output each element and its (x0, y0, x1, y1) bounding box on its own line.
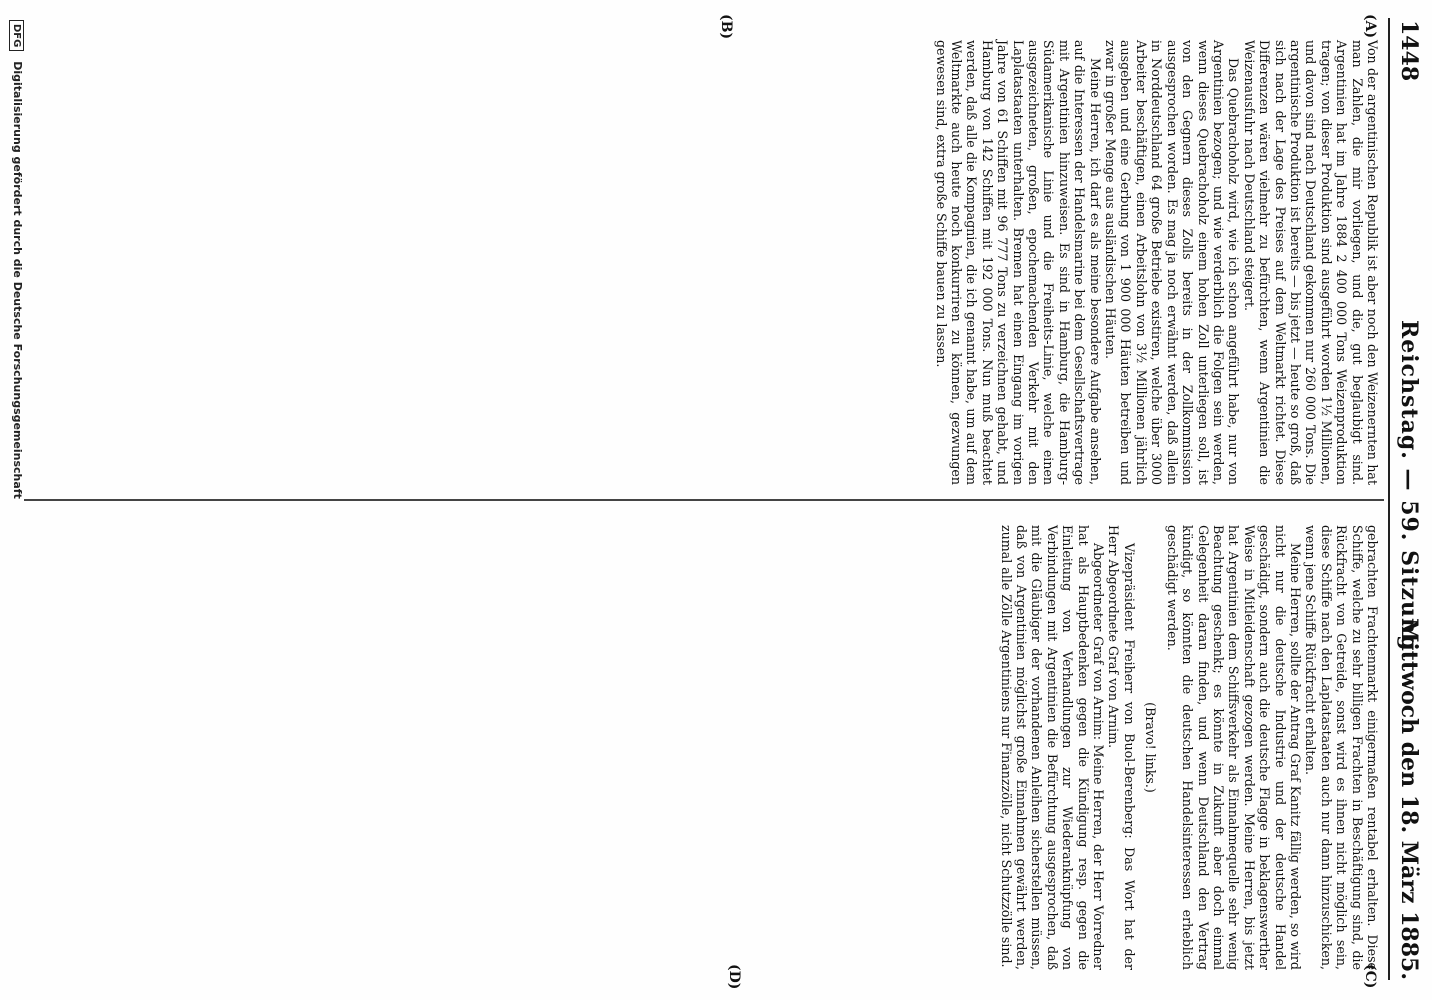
right-column (998, 525, 1380, 970)
left-paragraph-1: Von der argentinischen Republik ist aber noch den Weizenernten hat man Zahlen, die mir vorliegen, und die, gut beglaubigt sind. Argentinien hat im Jahre 1884 2 400 000 Tons Weizenproduktion tragen; von dieser Produktion sind ausgeführt worden 1½ Millionen, und davon sind nach Deutschland gekommen nur 260 000 Tons. Die argentinische Produktion ist bereits — bis jetzt — heute so groß, daß sich nach der Lage des Preises auf dem Weltmarkt richtet. Diese Differenzen wären vielmehr zu befürchten, wenn Argentinien die Weizenausfuhr nach Deutschland steigert. (1241, 40, 1380, 485)
right-paragraph-speech: Abgeordneter Graf von Arnim: Meine Herren, der Herr Vorredner hat als Hauptbedenken gegen die Kündigung resp. gegen die Einleitung von Verhandlungen zur Wiederanknüpfung von Verbindungen mit Argentinien die Befürchtung ausgesprochen, daß mit die Gläubiger der vorhandenen Anleihen sicherstellen müssen, daß von Argentinien möglichst große Einnahmen gewährt werden, zumal alle Zölle Argentiniens nur Finanzzölle, nicht Schutzzölle sind. (998, 525, 1107, 970)
margin-mark-b: (B) (718, 14, 734, 40)
page-title: Reichstag. — 59. Sitzung. (1396, 320, 1422, 661)
left-paragraph-3: Meine Herren, ich darf es als meine besondere Aufgabe ansehen, auf die Interessen der Handelsmarine bei dem Gesellschaftsvertrage mit Argentinien hinzuweisen. Es sind in Hamburg, die Hamburg-Südamerikanische Linie und die Freiheits-Linie, welche einen ausgezeichneten, großen, epochemachenden Verkehr mit den Laplatastaaten unterhalten. Bremen hat einen Eingang im vorigen Jahre von 61 Schiffen mit 96 777 Tons zu verzeichnen gehabt, und Hamburg von 142 Schiffen mit 192 000 Tons. Nun muß beachtet werden, daß alle die Kompagnien, die ich genannt habe, um auf dem Weltmarkte auch heute noch konkurriren zu können, gezwungen gewesen sind, extra große Schiffe bauen zu lassen. (933, 40, 1103, 485)
dfg-logo: DFG (9, 20, 24, 51)
left-column (933, 40, 1380, 485)
header-rule (1388, 18, 1390, 980)
footer-text: Digitalisierung gefördert durch die Deutsche Forschungsgemeinschaft (11, 61, 24, 499)
margin-mark-a: (A) (1362, 14, 1378, 39)
applause-note: (Bravo! links.) (1143, 702, 1159, 793)
speaker-intro: Vizepräsident Freiherr von Buol-Berenberg: Das Wort hat der Herr Abgeordnete Graf von Arnim. (1106, 525, 1137, 970)
right-paragraph-1: gebrachten Frachtenmarkt einigermaßen rentabel erhalten. Diese Schiffe, welche zu sehr billigen Frachten in Beschäftigung sind, die Rückfracht von Getreide, sonst wird es ihnen nicht möglich sein, diese Schiffe nach den Laplatastaaten auch nur dann hinzuschicken, wenn jene Schiffe Rückfracht erhalten. (1303, 525, 1380, 970)
page-header (1392, 20, 1422, 980)
margin-mark-d: (D) (726, 964, 742, 990)
page-date: Mittwoch den 18. März 1885. (1396, 618, 1422, 980)
margin-mark-c: (C) (1362, 964, 1378, 989)
digitization-footer (6, 20, 24, 980)
right-paragraph-2: Meine Herren, sollte der Antrag Graf Kanitz fällig werden, so wird nicht nur die deutsche Industrie und der deutsche Handel geschädigt, sondern auch die deutsche Flagge in beklagenswerther Weise in Mitleidenschaft gezogen werden. Meine Herren, bis jetzt hat Argentinien dem Schiffsverkehr als Einnahmequelle sehr wenig Beachtung geschenkt; es könnte in Zukunft aber doch einmal Gelegenheit daran finden, und wenn Deutschland den Vertrag kündigt, so könnten die deutschen Handelsinteressen erheblich geschädigt werden. (1164, 525, 1303, 970)
page-number: 1448 (1396, 20, 1422, 82)
left-paragraph-2: Das Quebrachoholz wird, wie ich schon angeführt habe, nur von Argentinien bezogen; und wie verderblich die Folgen sein werden, wenn dieses Quebrachoholz einem hohen Zoll unterliegen soll, ist von den Gegnern dieses Zolls bereits in der Zollkommission ausgesprochen worden. Es mag ja noch erwähnt werden, daß allein in Norddeutschland 64 große Betriebe existiren, welche über 3000 Arbeiter beschäftigen, einen Arbeitslohn von 3½ Millionen jährlich ausgeben und eine Gerbung von 1 900 000 Häuten betreiben und zwar in großer Menge aus ausländischen Häuten. (1103, 40, 1242, 485)
column-divider (24, 499, 1384, 501)
